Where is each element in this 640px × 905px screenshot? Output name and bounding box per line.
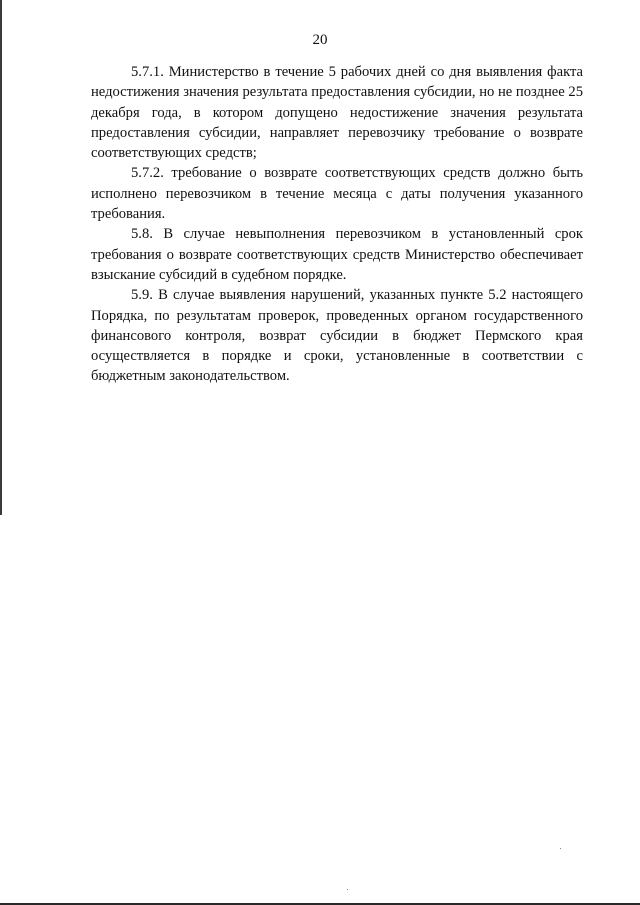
scan-speck bbox=[347, 889, 348, 890]
page-number: 20 bbox=[312, 32, 328, 48]
scan-left-edge bbox=[0, 0, 2, 515]
scan-speck bbox=[560, 848, 561, 849]
paragraph-5-9: 5.9. В случае выявления нарушений, указанных пункте 5.2 настоящего Порядка, по результатам проверок, проведенных органом государственного финансового контроля, возврат субсидии в бюджет Пермского края осуществляется в порядке и сроки, установленные в соответствии с бюджетным законодательством. bbox=[91, 287, 583, 385]
paragraph-5-7-1: 5.7.1. Министерство в течение 5 рабочих дней со дня выявления факта недостижения значения результата предоставления субсидии, но не позднее 25 декабря года, в котором допущено недостижение значения результата предоставления субсидии, направляет перевозчику требование о возврате соответствующих средств; bbox=[91, 64, 583, 162]
paragraph-5-7-2: 5.7.2. требование о возврате соответствующих средств должно быть исполнено перевозчиком в течение месяца с даты получения указанного требования. bbox=[91, 165, 583, 223]
paragraph-5-8: 5.8. В случае невыполнения перевозчиком в установленный срок требования о возврате соответствующих средств Министерство обеспечивает взыскание субсидий в судебном порядке. bbox=[91, 226, 583, 283]
document-body bbox=[91, 62, 583, 387]
